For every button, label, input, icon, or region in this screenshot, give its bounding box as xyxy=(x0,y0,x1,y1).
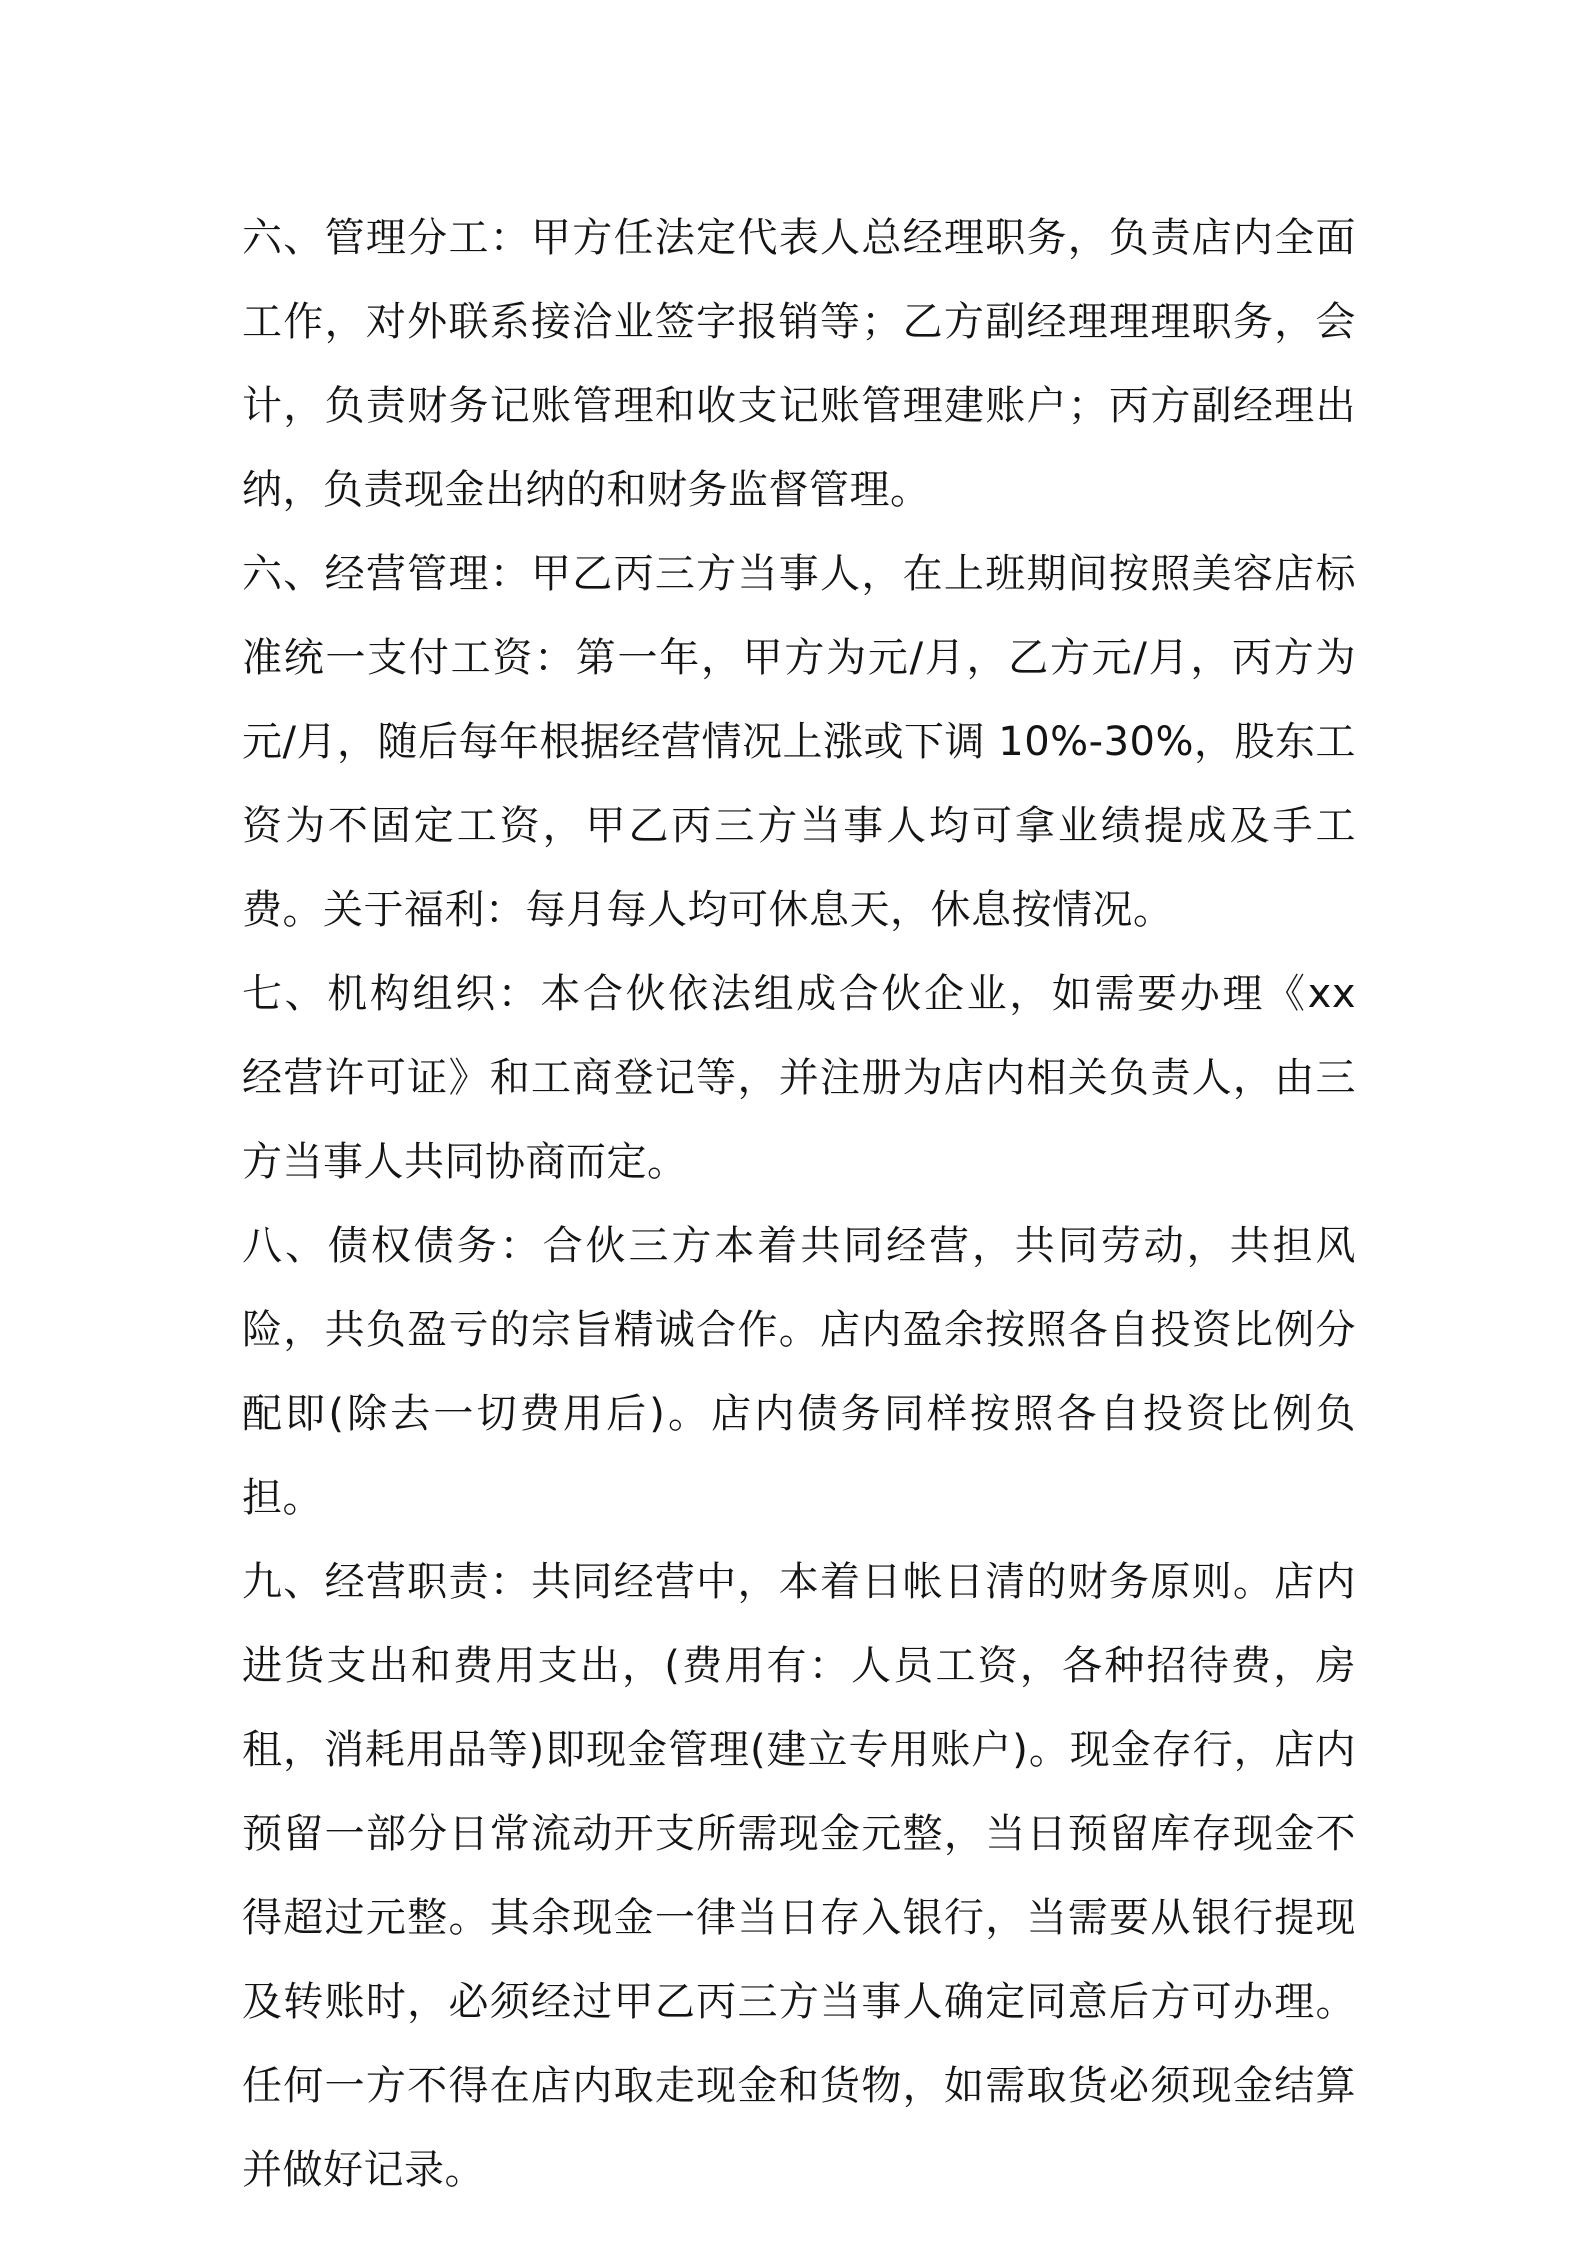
section-operating-duties: 九、经营职责：共同经营中，本着日帐日清的财务原则。店内进货支出和费用支出，(费用有：人员工资，各种招待费，房租，消耗用品等)即现金管理(建立专用账户)。现金存行，店内预留一部分日常流动开支所需现金元整，当日预留库存现金不得超过元整。其余现金一律当日存入银行，当需要从银行提现及转账时，必须经过甲乙丙三方当事人确定同意后方可办理。任何一方不得在店内取走现金和货物，如需取货必须现金结算并做好记录。 xyxy=(242,1559,1356,2193)
section-organization: 七、机构组织：本合伙依法组成合伙企业，如需要办理《xx 经营许可证》和工商登记等，并注册为店内相关负责人，由三方当事人共同协商而定。 xyxy=(242,971,1356,1185)
document-body xyxy=(242,196,1356,2212)
section-operation-management: 六、经营管理：甲乙丙三方当事人，在上班期间按照美容店标准统一支付工资：第一年，甲方为元/月，乙方元/月，丙方为元/月，随后每年根据经营情况上涨或下调 10%-30%，股东工资为不固定工资，甲乙丙三方当事人均可拿业绩提成及手工费。关于福利：每月每人均可休息天，休息按情况。 xyxy=(242,551,1356,933)
section-debts: 八、债权债务：合伙三方本着共同经营，共同劳动，共担风险，共负盈亏的宗旨精诚合作。店内盈余按照各自投资比例分配即(除去一切费用后)。店内债务同样按照各自投资比例负担。 xyxy=(242,1223,1356,1521)
section-management-division: 六、管理分工：甲方任法定代表人总经理职务，负责店内全面工作，对外联系接洽业签字报销等；乙方副经理理理职务，会计，负责财务记账管理和收支记账管理建账户；丙方副经理出纳，负责现金出纳的和财务监督管理。 xyxy=(242,215,1356,513)
